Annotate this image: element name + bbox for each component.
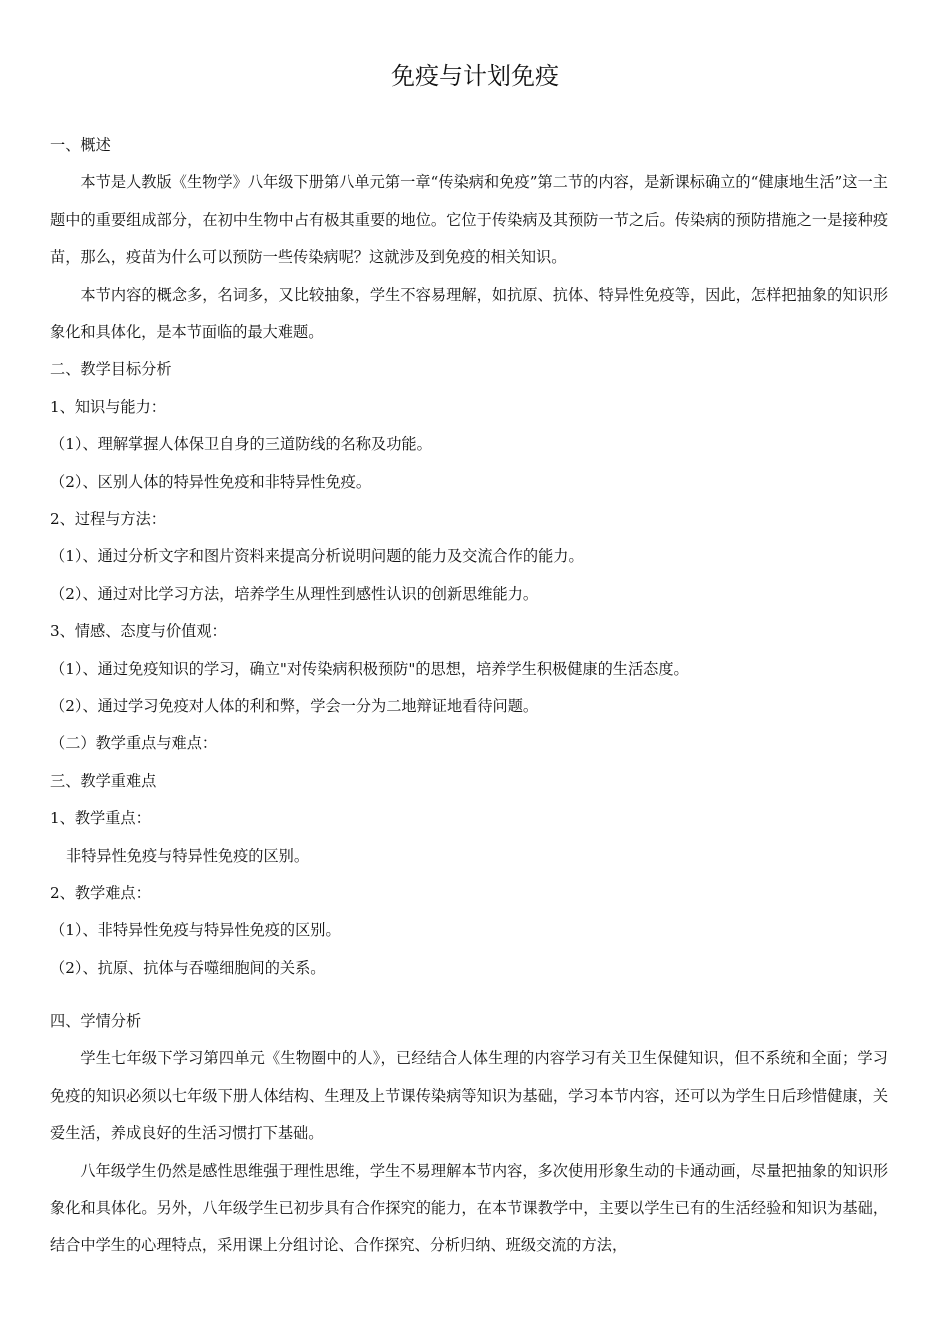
student-analysis-paragraph-2: 八年级学生仍然是感性思维强于理性思维，学生不易理解本节内容，多次使用形象生动的卡通动画，尽量把抽象的知识形象化和具体化。另外，八年级学生已初步具有合作探究的能力，在本节课教学中，主要以学生已有的生活经验和知识为基础，结合中学生的心理特点，采用课上分组讨论、合作探究、分析归纳、班级交流的方法， bbox=[50, 1161, 888, 1255]
difficulty-item-2: （2）、抗原、抗体与吞噬细胞间的关系。 bbox=[50, 958, 326, 977]
process-item-1: （1）、通过分析文字和图片资料来提高分析说明问题的能力及交流合作的能力。 bbox=[50, 547, 584, 566]
section-gap bbox=[50, 987, 888, 1003]
document-title: 免疫与计划免疫 bbox=[391, 62, 559, 90]
overview-paragraph-1: 本节是人教版《生物学》八年级下册第八单元第一章“传染病和免疫”第二节的内容，是新课标确立的“健康地生活”这一主题中的重要组成部分，在初中生物中占有极其重要的地位。它位于传染病及其预防一节之后。传染病的预防措施之一是接种疫苗，那么，疫苗为什么可以预防一些传染病呢？这就涉及到免疫的相关知识。 bbox=[50, 173, 888, 267]
focus-text: 非特异性免疫与特异性免疫的区别。 bbox=[66, 846, 309, 865]
student-analysis-paragraph-1: 学生七年级下学习第四单元《生物圈中的人》，已经结合人体生理的内容学习有关卫生保健知识，但不系统和全面；学习免疫的知识必须以七年级下册人体结构、生理及上节课传染病等知识为基础，学习本节内容，还可以为学生日后珍惜健康，关爱生活，养成良好的生活习惯打下基础。 bbox=[50, 1049, 888, 1143]
subheading-knowledge: 1、知识与能力： bbox=[50, 397, 166, 416]
document-body bbox=[50, 127, 888, 1265]
overview-paragraph-2: 本节内容的概念多，名词多，又比较抽象，学生不容易理解，如抗原、抗体、特异性免疫等，因此，怎样把抽象的知识形象化和具体化，是本节面临的最大难题。 bbox=[50, 285, 888, 342]
subheading-emotion: 3、情感、态度与价值观： bbox=[50, 622, 227, 641]
knowledge-item-2: （2）、区别人体的特异性免疫和非特异性免疫。 bbox=[50, 472, 372, 491]
section-heading-objectives: 二、教学目标分析 bbox=[50, 360, 172, 379]
subheading-focus: 1、教学重点： bbox=[50, 809, 151, 828]
emotion-item-1: （1）、通过免疫知识的学习，确立"对传染病积极预防"的思想，培养学生积极健康的生活态度。 bbox=[50, 659, 689, 678]
difficulty-item-1: （1）、非特异性免疫与特异性免疫的区别。 bbox=[50, 921, 341, 940]
subheading-key-and-difficult: （二）教学重点与难点： bbox=[50, 734, 218, 753]
subheading-process: 2、过程与方法： bbox=[50, 509, 166, 528]
process-item-2: （2）、通过对比学习方法，培养学生从理性到感性认识的创新思维能力。 bbox=[50, 584, 539, 603]
knowledge-item-1: （1）、理解掌握人体保卫自身的三道防线的名称及功能。 bbox=[50, 435, 432, 454]
subheading-difficulty: 2、教学难点： bbox=[50, 883, 151, 902]
section-heading-key-points: 三、教学重难点 bbox=[50, 771, 157, 790]
section-heading-student-analysis: 四、学情分析 bbox=[50, 1012, 142, 1031]
section-heading-overview: 一、概述 bbox=[50, 136, 111, 154]
emotion-item-2: （2）、通过学习免疫对人体的利和弊，学会一分为二地辩证地看待问题。 bbox=[50, 696, 539, 715]
